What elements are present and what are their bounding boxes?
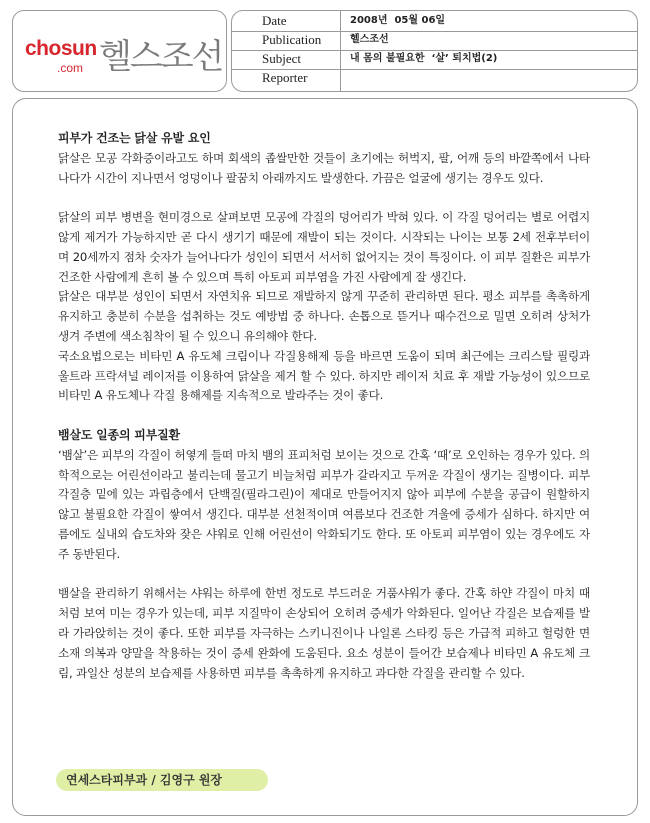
paragraph-spacer	[58, 188, 590, 208]
chosun-logo: chosun	[25, 37, 97, 60]
paragraph: ‘뱀살’은 피부의 각질이 허옇게 들떠 마치 뱀의 표피처럼 보이는 것으로 간혹 ‘때’로 오인하는 경우가 있다. 의학적으로는 어린선이라고 불리는데 물고기 비늘처럼 피부가 갈라지고 두꺼운 각질이 생기는 질병이다. 피부 각질층 밑에 있는 과립층에서 단백질(필라그린)이 제대로 만들어지지 않아 피부에 수분을 공급이 원할하지 않고 불필요한 각질이 쌓여서 생긴다. 대부분 선천적이며 여름보다 건조한 겨울에 증세가 심하다. 하지만 여름에도 실내외 습도차와 잦은 샤워로 인해 어린선이 악화되기도 한다. 또 아토피 피부염이 있는 경우에도 자주 동반된다.	[58, 447, 590, 561]
meta-row-subject	[232, 51, 637, 70]
author-signature-badge	[56, 769, 268, 791]
paragraph: 닭살의 피부 병변을 현미경으로 살펴보면 모공에 각질의 덩어리가 박혀 있다. 이 각질 덩어리는 별로 어렵지 않게 제거가 가능하지만 곧 다시 생기기 때문에 재발이 되는 것이다. 시작되는 나이는 보통 2세 전후부터이며 20세까지 점차 숫자가 늘어나다가 성인이 되면서 서서히 없어지는 것이 특징이다. 이 피부 질환은 피부가 건조한 사람에게 흔히 볼 수 있으며 특히 아토피 피부염을 가진 사람에게 잘 생긴다.	[58, 210, 590, 284]
author-signature: 연세스타피부과 / 김영구 원장	[66, 773, 223, 787]
health-chosun-logo-title: 헬스조선	[99, 37, 223, 77]
article-meta-table	[231, 10, 638, 92]
section-heading-snake-skin: 뱀살도 일종의 피부질환	[58, 427, 180, 442]
chosun-logo-domain: .com	[57, 61, 84, 75]
paragraph: 뱀살을 관리하기 위해서는 샤워는 하루에 한번 정도로 부드러운 거품샤워가 좋다. 간혹 하얀 각질이 마치 때처럼 보여 미는 경우가 있는데, 피부 지질막이 손상되어 오히려 증세가 악화된다. 일어난 각질은 보습제를 발라 가라앉히는 것이 좋다. 또한 피부를 자극하는 스키니진이나 나일론 스타킹 등은 가급적 피하고 헐렁한 면소재 의복과 양말을 착용하는 것이 증세 완화에 도움된다. 요소 성분이 들어간 보습제나 비타민 A 유도체 크림, 과일산 성분의 보습제를 사용하면 피부를 촉촉하게 유지하고 과다한 각질을 관리할 수 있다.	[58, 586, 590, 680]
meta-value-subject: 내 몸의 불필요한 ‘살’ 퇴치법(2)	[350, 53, 498, 64]
meta-row-reporter	[232, 70, 637, 90]
logo-box	[12, 10, 227, 92]
section-heading-chicken-skin: 피부가 건조는 닭살 유발 요인	[58, 131, 211, 145]
meta-label-publication: Publication	[262, 32, 322, 47]
meta-row-date	[232, 13, 637, 32]
article-body	[58, 129, 590, 683]
paragraph: 닭살은 모공 각화증이라고도 하며 회색의 좁쌀만한 것들이 초기에는 허벅지, 팔, 어깨 등의 바깥쪽에서 나타나다가 시간이 지나면서 엉덩이나 팔꿈치 아래까지도 발생한다. 가끔은 얼굴에 생기는 경우도 있다.	[58, 150, 590, 185]
paragraph-spacer	[58, 406, 590, 426]
paragraph: 국소요법으로는 비타민 A 유도체 크림이나 각질용해제 등을 바르면 도움이 되며 최근에는 크리스탈 필링과 울트라 프락셔널 레이저를 이용하여 닭살을 제거 할 수 있다. 하지만 레이저 치료 후 재발 가능성이 있으므로 비타민 A 유도체나 각질 용해제를 지속적으로 발라주는 것이 좋다.	[58, 348, 590, 403]
meta-value-publication: 헬스조선	[350, 34, 389, 45]
meta-label-reporter: Reporter	[262, 70, 308, 85]
meta-label-subject: Subject	[262, 51, 301, 66]
meta-label-date: Date	[262, 13, 287, 28]
meta-value-date: 2008년 05월 06일	[350, 15, 446, 26]
paragraph: 닭살은 대부분 성인이 되면서 자연치유 되므로 재발하지 않게 꾸준히 관리하면 된다. 평소 피부를 촉촉하게 유지하고 충분히 수분을 섭취하는 것도 예방법 중 하나다. 손톱으로 뜯거나 때수건으로 밀면 오히려 상처가 생겨 주변에 색소침착이 될 수 있으니 유의해야 한다.	[58, 289, 590, 343]
paragraph-spacer	[58, 565, 590, 585]
meta-row-publication	[232, 32, 637, 51]
